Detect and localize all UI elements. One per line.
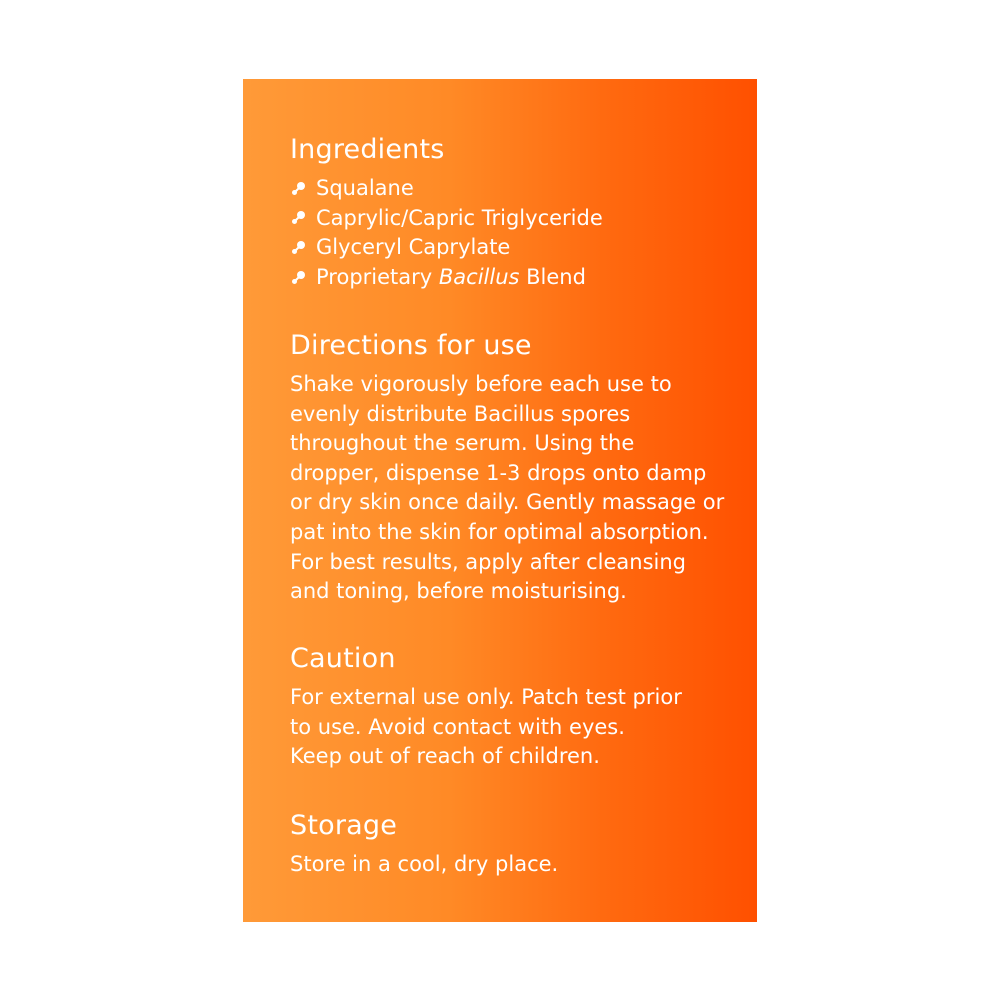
- product-info-card: [243, 79, 757, 922]
- caution-text: [290, 683, 730, 772]
- directions-text: [290, 370, 730, 607]
- ingredient-label: Squalane: [316, 176, 414, 200]
- ingredient-prefix: Proprietary: [316, 264, 439, 289]
- directions-line: dropper, dispense 1-3 drops onto damp: [290, 460, 707, 485]
- directions-heading: Directions for use: [290, 330, 532, 361]
- caution-line: Keep out of reach of children.: [290, 744, 600, 769]
- ingredient-item: [290, 204, 603, 234]
- directions-line: For best results, apply after cleansing: [290, 549, 687, 574]
- ingredient-label: Caprylic/Capric Triglyceride: [316, 205, 603, 230]
- directions-line: or dry skin once daily. Gently massage or: [290, 490, 725, 515]
- caution-line: For external use only. Patch test prior: [290, 685, 682, 709]
- caution-line: to use. Avoid contact with eyes.: [290, 714, 625, 739]
- molecule-bullet-icon: [290, 180, 308, 198]
- caution-heading: Caution: [290, 643, 396, 674]
- ingredient-suffix: Blend: [519, 264, 586, 289]
- directions-line: throughout the serum. Using the: [290, 431, 635, 456]
- ingredients-list: [290, 174, 603, 292]
- directions-line: pat into the skin for optimal absorption.: [290, 519, 709, 544]
- ingredient-item: [290, 263, 603, 293]
- directions-line: and toning, before moisturising.: [290, 579, 627, 604]
- ingredient-label: Glyceryl Caprylate: [316, 235, 511, 260]
- ingredient-italic: Bacillus: [438, 264, 520, 289]
- caution-section: [290, 644, 730, 772]
- storage-text: [290, 850, 730, 880]
- ingredients-heading: Ingredients: [290, 134, 445, 165]
- directions-line: evenly distribute Bacillus spores: [290, 401, 631, 426]
- directions-line: Shake vigorously before each use to: [290, 372, 672, 396]
- ingredient-item: [290, 174, 603, 204]
- molecule-bullet-icon: [290, 239, 308, 257]
- ingredient-item: [290, 233, 603, 263]
- ingredient-label: [316, 263, 586, 293]
- storage-section: [290, 811, 730, 880]
- ingredients-section: [290, 135, 603, 292]
- directions-section: [290, 331, 730, 607]
- storage-line: Store in a cool, dry place.: [290, 852, 559, 876]
- storage-heading: Storage: [290, 810, 398, 841]
- molecule-bullet-icon: [290, 209, 308, 227]
- molecule-bullet-icon: [290, 269, 308, 287]
